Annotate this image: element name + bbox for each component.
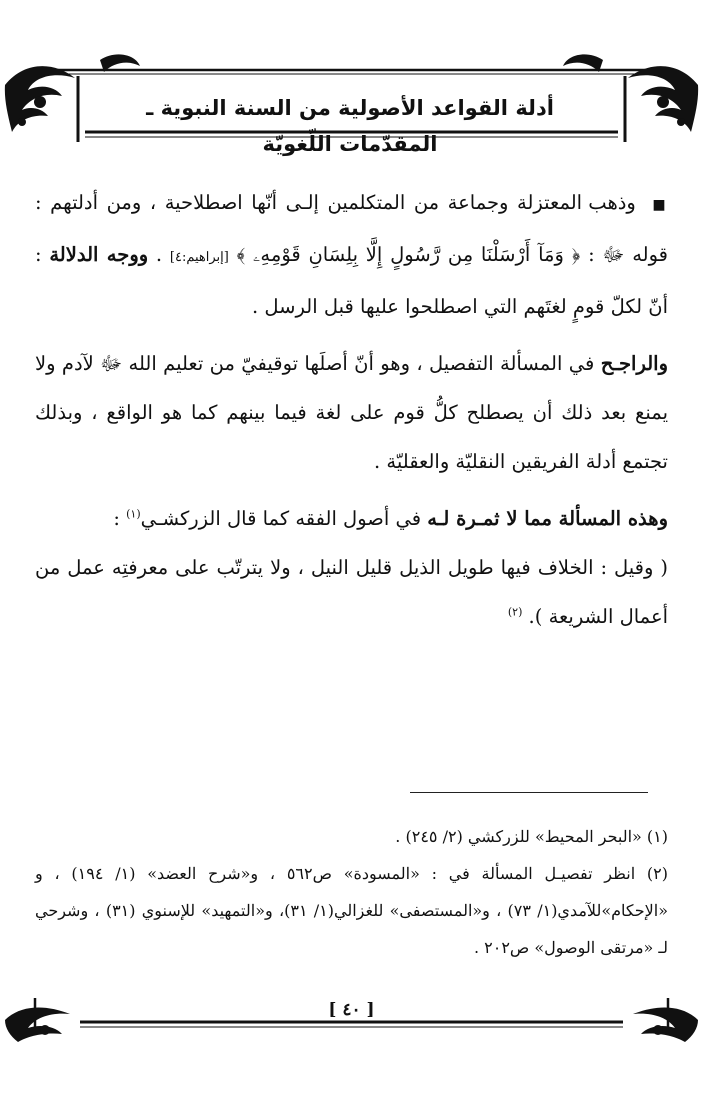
footnote-2: (٢) انظر تفصيـل المسألة في : «المسودة» ص٥٦٢ ، و«شرح العضد» (١/ ١٩٤) ، و «الإحكام»للآمدي(١/ ٧٣) ، و«المستصفى» للغزالي(١/ ٣١)، و«التمهيد» للإسنوي (٣١) ، وشرحي لـ «مرتقى الوصول» ص٢٠٢ . (35, 864, 668, 957)
paragraph-no-fruit (35, 494, 668, 543)
paragraph-text: في المسألة التفصيل ، وهو أنّ أصلَها توقيفيّ من تعليم الله ﷻ لآدم ولا يمنع بعد ذلك أن يصطلح كلُّ قوم على لغة فيما بينهم كما هو الواقع ، وبذلك تجتمع أدلة الفريقين النقليّة والعقليّة . (35, 352, 668, 473)
bullet-square-icon: ■ (652, 197, 668, 213)
paragraph-mutazila (35, 178, 668, 331)
verse-reference: [إبراهيم:٤] (169, 250, 229, 265)
footnote-marker[interactable]: (٢) (507, 605, 523, 619)
page-number: [ ٤٠ ] (328, 1000, 375, 1020)
footnote-1: (١) «البحر المحيط» للزركشي (٢/ ٢٤٥) . (395, 827, 668, 846)
running-header-title: أدلة القواعد الأصولية من السنة النبوية ـ المقدّمات اللّغويّة (146, 96, 554, 156)
footnotes (35, 818, 668, 966)
bold-phrase: وهذه المسألة مما لا ثمـرة لـه (427, 507, 668, 530)
paragraph-text: : أنّ لكلّ قومٍ لغتَهم التي اصطلحوا عليها قبل الرسل . (35, 243, 668, 318)
bold-phrase: والراجـح (600, 352, 668, 375)
sentence-dot: . (148, 243, 170, 266)
main-text (35, 178, 668, 641)
paragraph-text: : (113, 507, 127, 530)
footnote-separator (410, 792, 648, 793)
paragraph-quote (35, 543, 668, 641)
bold-phrase: ووجه الدلالة (49, 243, 149, 266)
paragraph-preferred-view (35, 339, 668, 486)
paragraph-text: في أصول الفقه كما قال الزركشـي (140, 507, 428, 530)
quote-text: ( وقيل : الخلاف فيها طويل الذيل قليل النيل ، ولا يترتّب على معرفتِه عمل من أعمال الشريعة ). (35, 556, 668, 628)
footnote-marker[interactable]: (١) (126, 507, 141, 521)
paragraph-text: وذهب المعتزلة وجماعة من المتكلمين إلـى أنّها اصطلاحية ، ومن أدلتهم : قوله ﷻ : (35, 191, 668, 266)
quran-verse: ﴿ وَمَآ أَرْسَلْنَا مِن رَّسُولٍ إِلَّا بِلِسَانِ قَوْمِهِۦ ﴾ (236, 243, 581, 266)
